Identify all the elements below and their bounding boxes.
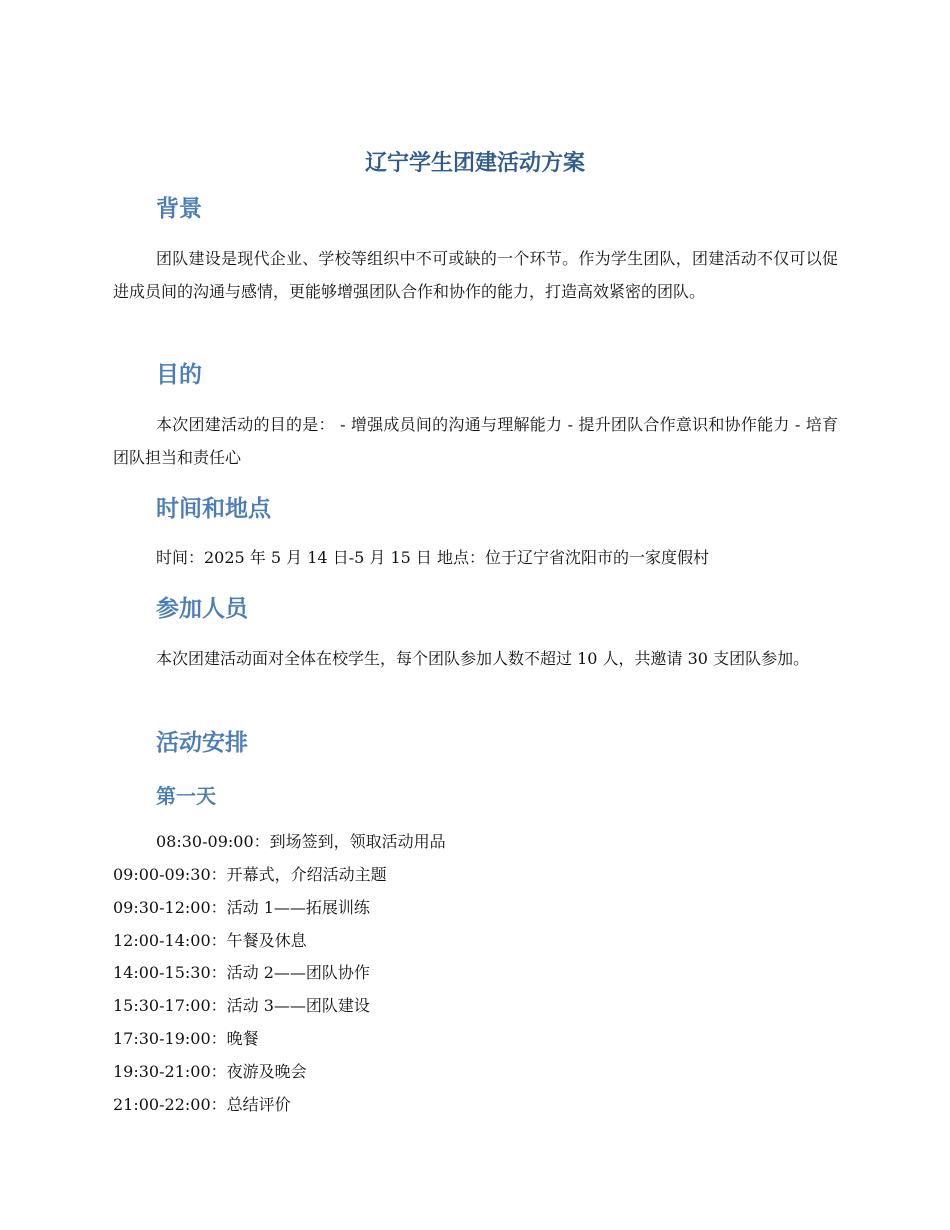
document-title: 辽宁学生团建活动方案 — [364, 151, 585, 176]
schedule-item: 08:30-09:00：到场签到，领取活动用品 — [156, 832, 446, 851]
schedule-item: 09:00-09:30：开幕式，介绍活动主题 — [113, 865, 387, 884]
heading-background: 背景 — [156, 196, 202, 222]
heading-participants: 参加人员 — [156, 596, 248, 622]
heading-purpose: 目的 — [156, 362, 202, 388]
paragraph-time-place: 时间：2025 年 5 月 14 日-5 月 15 日 地点：位于辽宁省沈阳市的一家度假村 — [156, 548, 709, 567]
paragraph-purpose: 本次团建活动的目的是： - 增强成员间的沟通与理解能力 - 提升团队合作意识和协作能力 - 培育团队担当和责任心 — [113, 415, 838, 467]
heading-schedule: 活动安排 — [156, 730, 248, 756]
heading-day-one: 第一天 — [156, 784, 216, 808]
schedule-item: 09:30-12:00：活动 1——拓展训练 — [113, 898, 370, 917]
paragraph-background: 团队建设是现代企业、学校等组织中不可或缺的一个环节。作为学生团队，团建活动不仅可以促进成员间的沟通与感情，更能够增强团队合作和协作的能力，打造高效紧密的团队。 — [113, 249, 838, 301]
heading-time-place: 时间和地点 — [156, 496, 271, 522]
schedule-item: 21:00-22:00：总结评价 — [113, 1095, 291, 1114]
schedule-item: 15:30-17:00：活动 3——团队建设 — [113, 996, 370, 1015]
schedule-item: 12:00-14:00：午餐及休息 — [113, 931, 307, 950]
schedule-item: 14:00-15:30：活动 2——团队协作 — [113, 963, 370, 982]
schedule-item: 19:30-21:00：夜游及晚会 — [113, 1062, 307, 1081]
paragraph-participants: 本次团建活动面对全体在校学生，每个团队参加人数不超过 10 人，共邀请 30 支团队参加。 — [156, 649, 810, 668]
schedule-item: 17:30-19:00：晚餐 — [113, 1029, 259, 1048]
